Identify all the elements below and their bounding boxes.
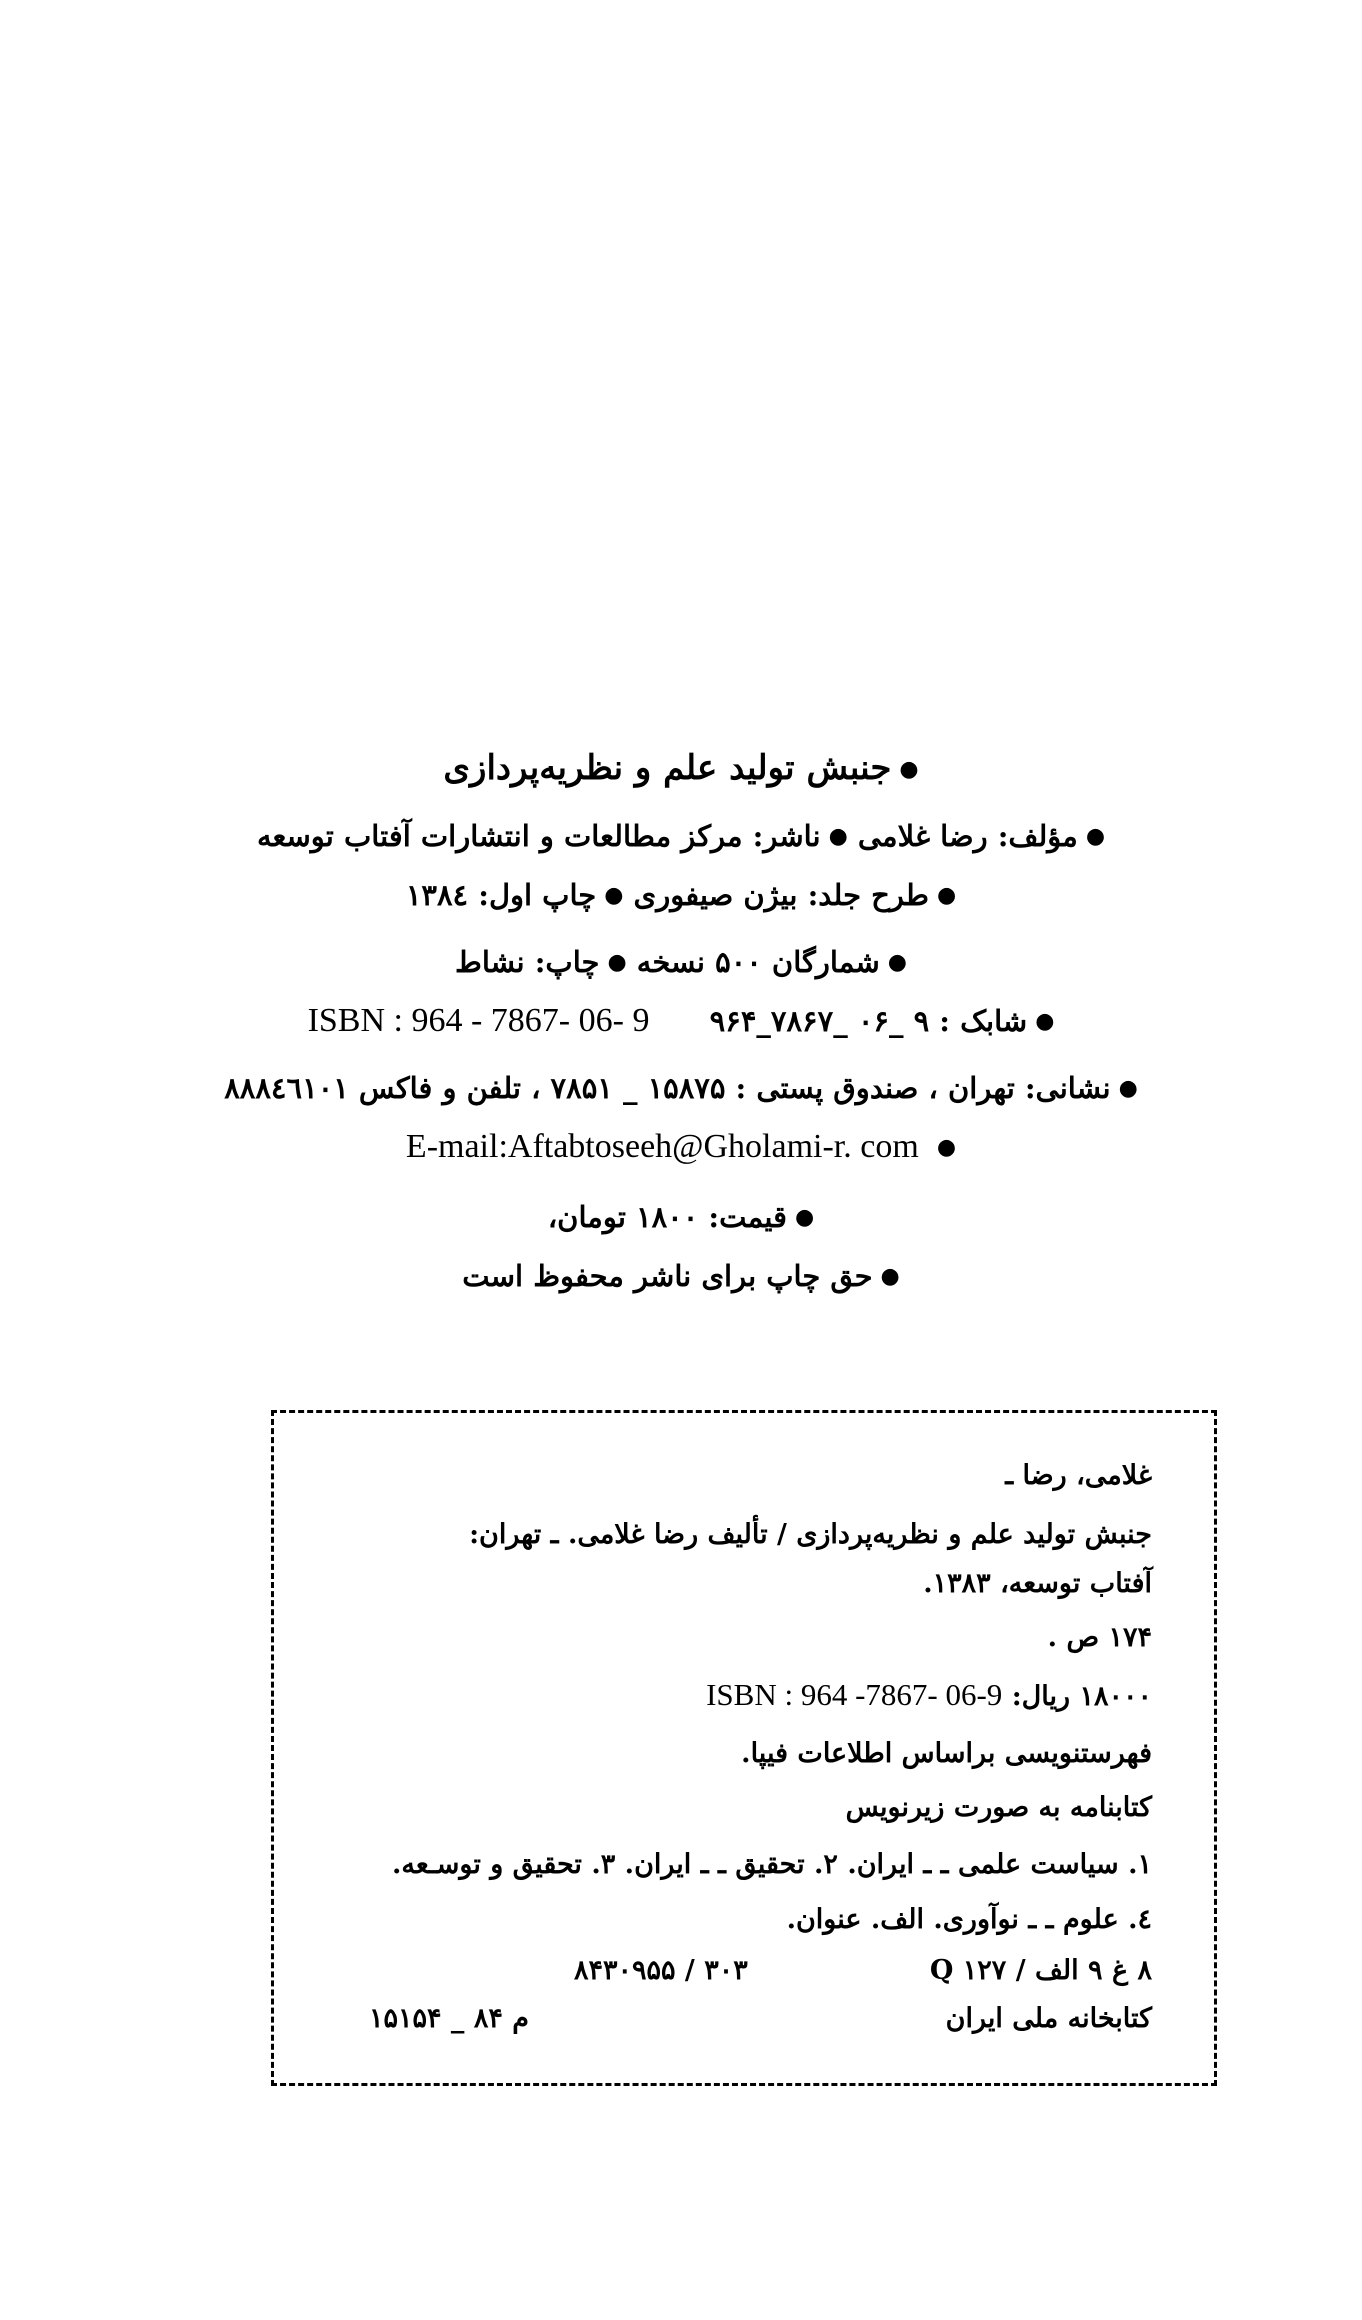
catalog-title: جنبش تولید علم و نظریه‌پردازی / تألیف رضا غلامی. ـ تهران: bbox=[469, 1519, 1152, 1550]
national-library: کتابخانه ملی ایران bbox=[945, 2003, 1152, 2034]
catalog-price-isbn bbox=[706, 1676, 1152, 1716]
bullet-icon: ● bbox=[828, 823, 848, 849]
price: قیمت: ۱۸۰۰ تومان، bbox=[547, 1200, 787, 1234]
catalog-library-row bbox=[369, 2000, 1152, 2038]
bullet-icon: ● bbox=[1118, 1075, 1138, 1101]
address: نشانی: تهران ، صندوق پستی : ۱۵۸۷۵ _ ۷۸۵۱ ، تلفن و فاکس ۸۸۸٤٦۱۰۱ bbox=[224, 1071, 1111, 1105]
lc-class: ۸ غ ۹ الف / ۱۲۷ Q bbox=[929, 1955, 1152, 1986]
bullet-icon: ● bbox=[899, 756, 919, 782]
bullet-icon: ● bbox=[1035, 1008, 1055, 1034]
bullet-icon: ● bbox=[936, 1134, 957, 1160]
catalog-bibliography-note: کتابنامه به صورت زیرنویس bbox=[845, 1792, 1152, 1823]
address-line bbox=[0, 1068, 1362, 1108]
book-title-line bbox=[0, 748, 1362, 789]
publisher: ناشر: مرکز مطالعات و انتشارات آفتاب توسعه bbox=[256, 819, 821, 853]
book-title: جنبش تولید علم و نظریه‌پردازی bbox=[443, 748, 892, 788]
cataloging-record-box bbox=[271, 1410, 1217, 2086]
bullet-icon: ● bbox=[887, 949, 907, 975]
design-edition-line bbox=[0, 875, 1362, 915]
dewey-class: ۳۰۳ / ۸۴۳۰۹۵۵ bbox=[574, 1955, 748, 1986]
bullet-icon: ● bbox=[1085, 823, 1106, 849]
email: E-mail:Aftabtoseeh@Gholami-r. com bbox=[405, 1128, 919, 1165]
copyright: حق چاپ برای ناشر محفوظ است bbox=[462, 1259, 873, 1293]
bullet-icon: ● bbox=[880, 1263, 900, 1289]
bullet-icon: ● bbox=[936, 882, 957, 908]
bullet-icon: ● bbox=[604, 882, 624, 908]
catalog-price: ۱۸۰۰۰ ریال: bbox=[1011, 1681, 1152, 1712]
record-number: م ۸۴ _ ۱۵۱۵۴ bbox=[369, 2003, 529, 2034]
email-line bbox=[0, 1127, 1362, 1167]
catalog-subjects-2: ٤. علوم ـ ـ نوآوری. الف. عنوان. bbox=[786, 1904, 1152, 1935]
bullet-icon: ● bbox=[607, 949, 627, 975]
catalog-isbn: ISBN : 964 -7867- 06-9 bbox=[706, 1677, 1003, 1712]
copyright-line bbox=[0, 1256, 1362, 1296]
printer: چاپ: نشاط bbox=[455, 945, 600, 979]
catalog-subjects-1: ۱. سیاست علمی ـ ـ ایران. ۲. تحقیق ـ ـ ایران. ۳. تحقیق و توسـعه. bbox=[391, 1849, 1152, 1880]
cover-design: طرح جلد: بیژن صیفوری bbox=[633, 878, 929, 912]
isbn: ISBN : 964 - 7867- 06- 9 bbox=[307, 1002, 650, 1039]
catalog-classification-row bbox=[574, 1952, 1152, 1990]
author-publisher-line bbox=[0, 816, 1362, 856]
print-run: شمارگان ۵۰۰ نسخه bbox=[636, 945, 880, 979]
edition: چاپ اول: ۱۳۸٤ bbox=[405, 878, 597, 912]
bullet-icon: ● bbox=[794, 1204, 815, 1230]
shabak: شابک : ۹ _۰۶ _۷۸۶۷_۹۶۴ bbox=[709, 1004, 1028, 1038]
isbn-line bbox=[0, 1001, 1362, 1041]
catalog-pages: ۱۷۴ ص . bbox=[1047, 1622, 1152, 1653]
author: مؤلف: رضا غلامی bbox=[857, 819, 1078, 853]
print-run-line bbox=[0, 942, 1362, 982]
price-line bbox=[0, 1197, 1362, 1237]
catalog-imprint: آفتاب توسعه، ۱۳۸۳. bbox=[923, 1568, 1152, 1599]
catalog-fipa-note: فهرستنویسی براساس اطلاعات فیپا. bbox=[741, 1738, 1152, 1769]
catalog-author: غلامی، رضا ـ bbox=[1005, 1460, 1152, 1491]
